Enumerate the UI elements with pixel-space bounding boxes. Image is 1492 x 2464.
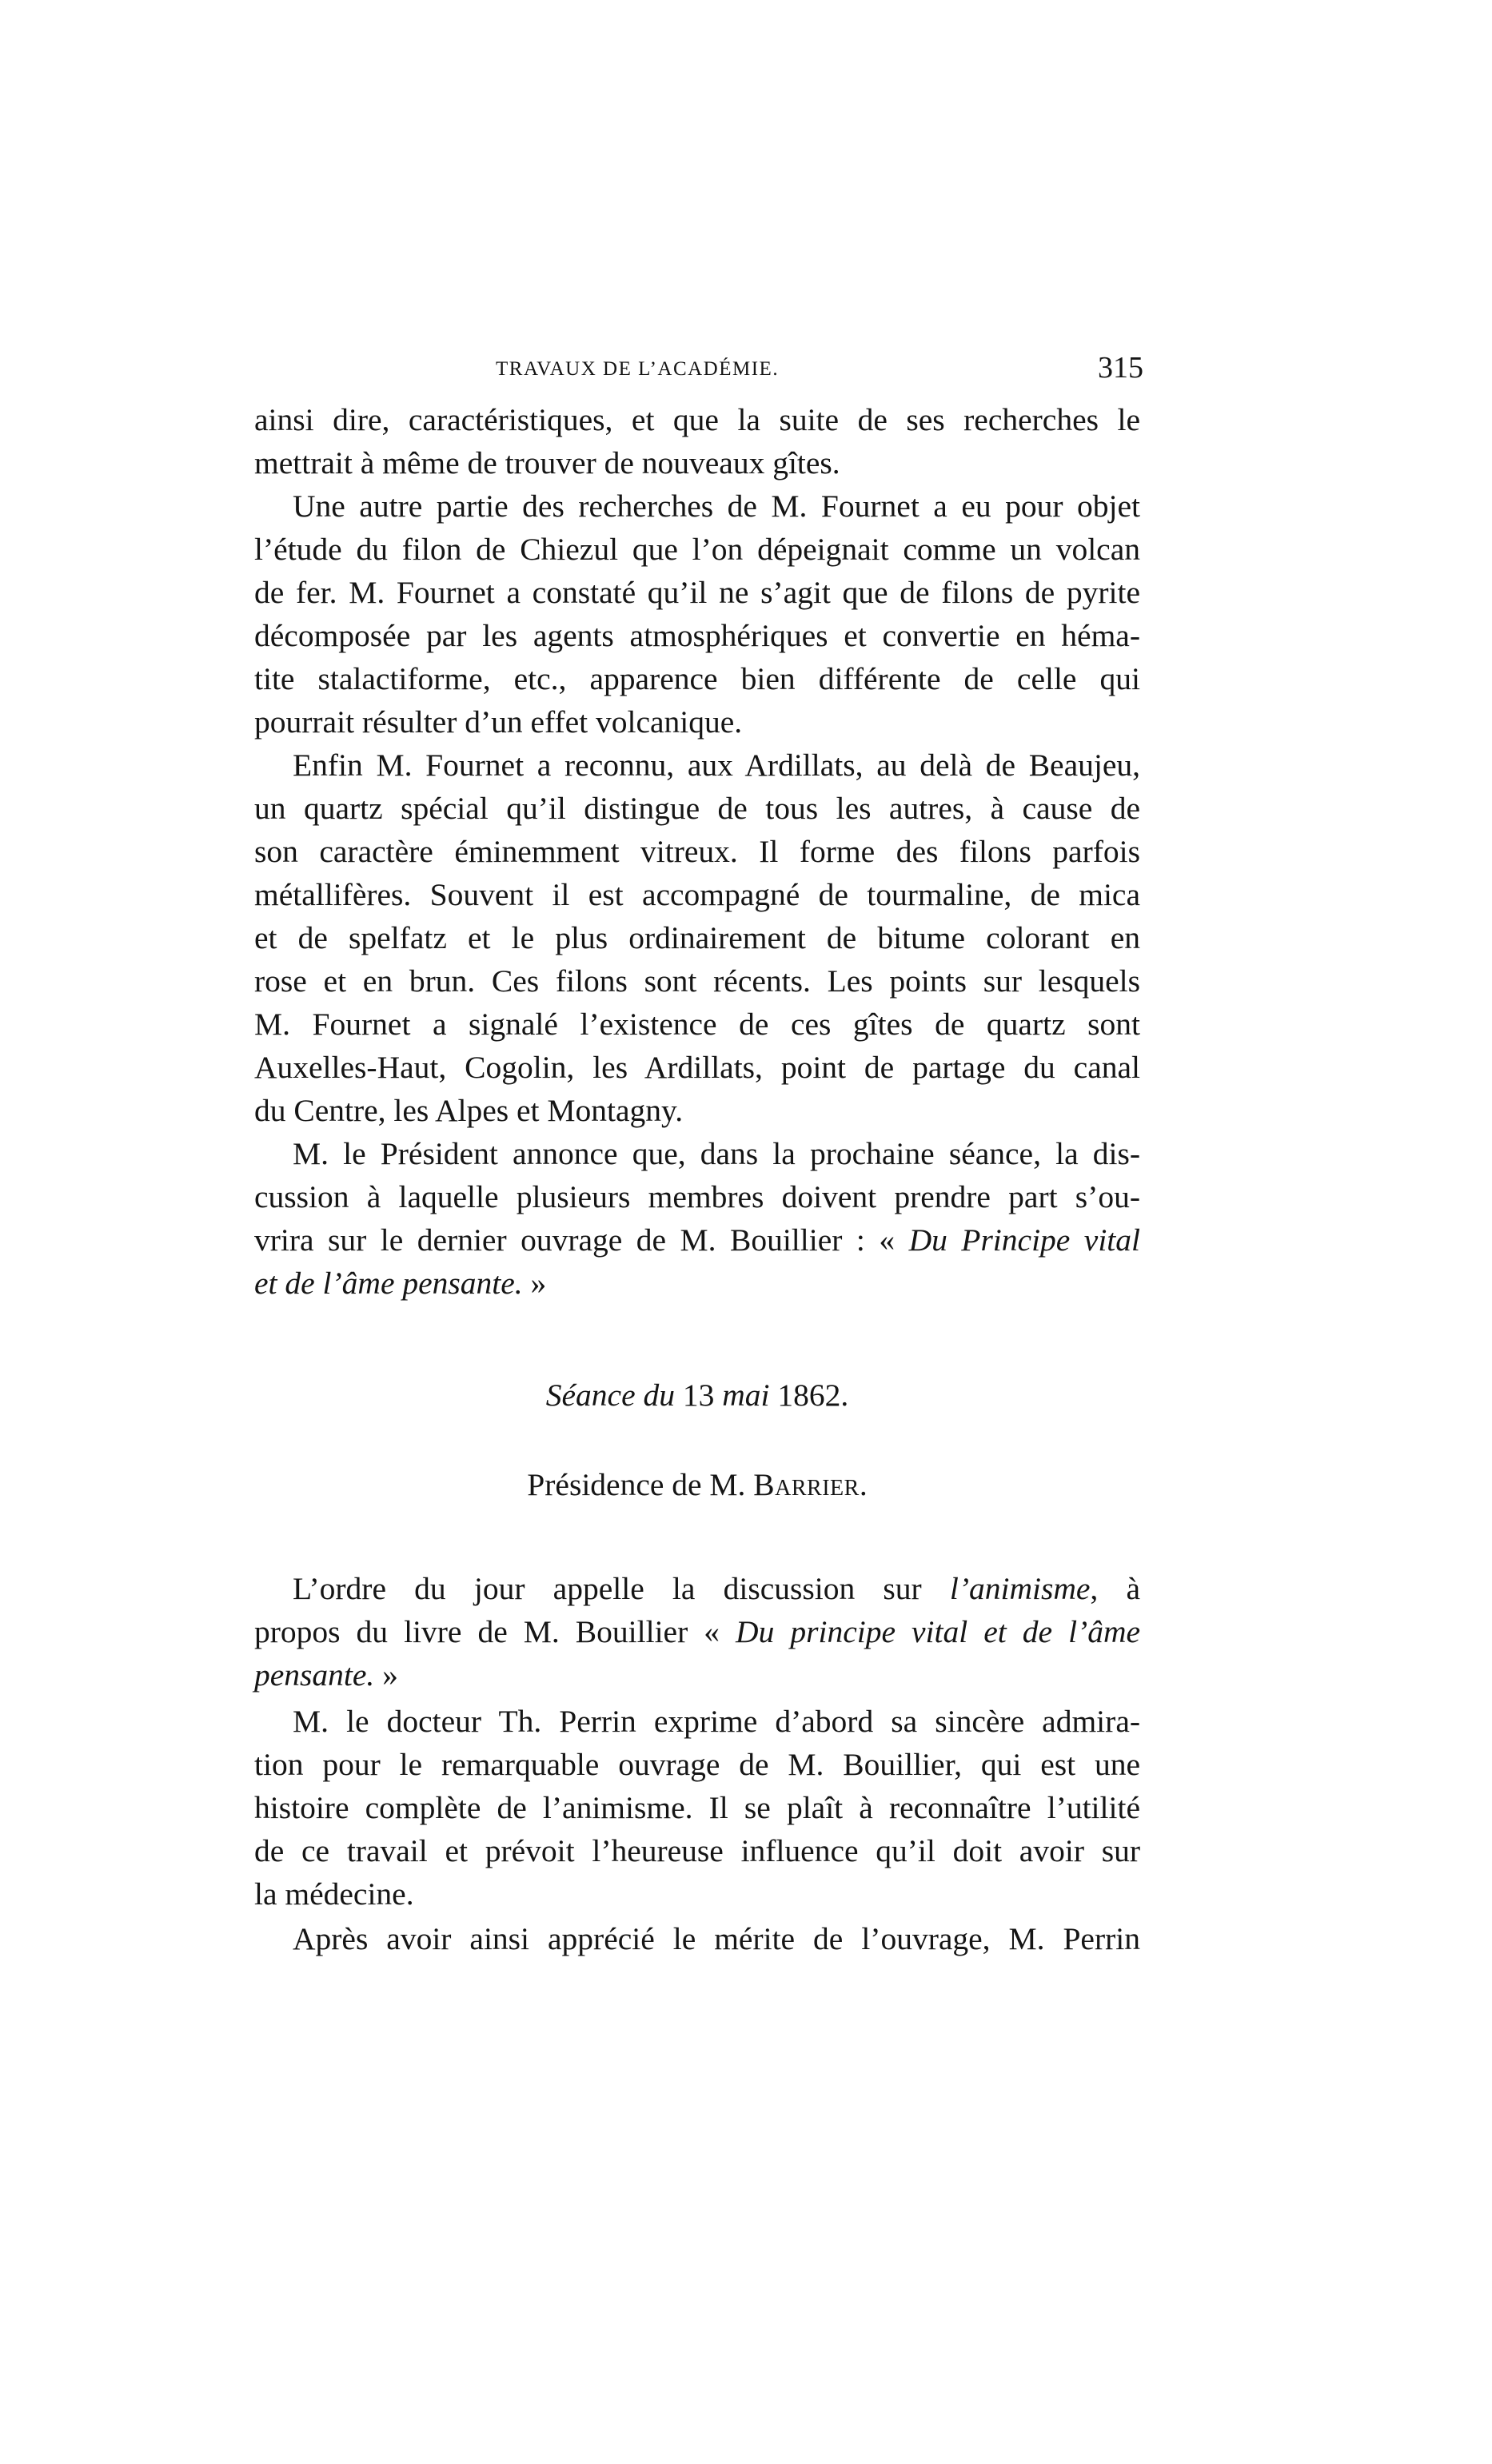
text-run: , à [1090,1571,1140,1606]
book-title-italic: Du Principe vital [908,1222,1140,1258]
text-column [254,0,1140,2464]
text-run: Présidence de M. [527,1467,754,1502]
text-line: de ce travail et prévoit l’heureuse influence qu’il doit avoir sur [254,1833,1140,1868]
text-line: l’étude du filon de Chiezul que l’on dépeignait comme un volcan [254,532,1140,567]
text-line: tite stalactiforme, etc., apparence bien différente de celle qui [254,661,1140,696]
text-line: de fer. M. Fournet a constaté qu’il ne s’agit que de filons de pyrite [254,575,1140,610]
text-line: décomposée par les agents atmosphériques et convertie en héma- [254,618,1140,653]
running-head: TRAVAUX DE L’ACADÉMIE. [496,358,780,380]
text-line: métallifères. Souvent il est accompagné de tourmaline, de mica [254,877,1140,912]
text-run: L’ordre du jour appelle la discussion sur [293,1571,950,1606]
book-title-italic: Du principe vital et de l’âme [736,1614,1141,1649]
session-heading-italic: mai [714,1378,778,1413]
text-line [254,1262,1140,1305]
session-day: 13 [682,1378,715,1413]
text-line: un quartz spécial qu’il distingue de tous les autres, à cause de [254,791,1140,826]
book-title-italic: et de l’âme pensante. [254,1266,523,1301]
text-line: son caractère éminemment vitreux. Il forme des filons parfois [254,834,1140,869]
text-line: Une autre partie des recherches de M. Fournet a eu pour objet [293,488,1140,524]
text-line: ainsi dire, caractéristiques, et que la suite de ses recherches le [254,402,1140,437]
page-number: 315 [1098,351,1143,385]
text-line [254,1610,1140,1653]
text-line: M. le Président annonce que, dans la prochaine séance, la dis- [293,1136,1140,1171]
italic-term: l’animisme [949,1571,1091,1606]
text-line: Enfin M. Fournet a reconnu, aux Ardillats, au delà de Beaujeu, [293,748,1140,783]
text-line: histoire complète de l’animisme. Il se plaît à reconnaître l’utilité [254,1790,1140,1825]
text-line: M. le docteur Th. Perrin exprime d’abord sa sincère admira- [293,1704,1140,1739]
text-run: » [522,1266,547,1301]
text-line: mettrait à même de trouver de nouveaux gîtes. [254,445,840,480]
text-line: rose et en brun. Ces filons sont récents. Les points sur lesquels [254,963,1140,999]
text-line: tion pour le remarquable ouvrage de M. Bouillier, qui est une [254,1747,1140,1782]
text-line: Après avoir ainsi apprécié le mérite de l’ouvrage, M. Perrin [293,1921,1140,1956]
text-line: et de spelfatz et le plus ordinairement de bitume colorant en [254,920,1140,955]
text-line: la médecine. [254,1876,414,1912]
president-name: Barrier [753,1467,860,1502]
text-line [254,1218,1140,1262]
session-heading [254,1374,1140,1417]
session-heading-italic: Séance du [545,1378,683,1413]
text-line: Auxelles-Haut, Cogolin, les Ardillats, point de partage du canal [254,1050,1140,1085]
presidence-line [254,1463,1140,1506]
text-run: . [840,1378,849,1413]
text-run: propos du livre de M. Bouillier « [254,1614,736,1649]
text-line: du Centre, les Alpes et Montagny. [254,1093,684,1128]
text-line: pourrait résulter d’un effet volcanique. [254,704,743,740]
text-line: cussion à laquelle plusieurs membres doivent prendre part s’ou- [254,1179,1140,1214]
text-run: vrira sur le dernier ouvrage de M. Bouillier : « [254,1222,909,1258]
book-title-italic: pensante. [254,1657,375,1693]
text-line [293,1567,1140,1610]
text-line: M. Fournet a signalé l’existence de ces gîtes de quartz sont [254,1007,1140,1042]
text-run: » [374,1657,398,1693]
session-year: 1862 [777,1378,841,1413]
text-run: . [859,1467,868,1502]
text-line [254,1653,1140,1696]
